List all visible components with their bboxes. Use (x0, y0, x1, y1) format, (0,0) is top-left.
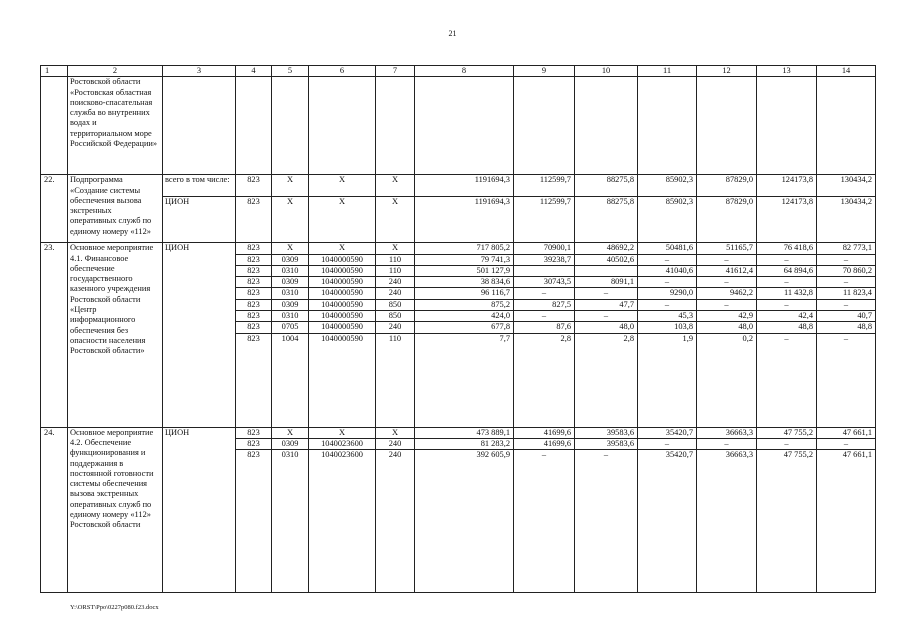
empty-cell (309, 77, 376, 175)
amount-cell-12: 48,0 (697, 322, 757, 333)
grbs-cell: 823 (236, 450, 272, 593)
amount-cell-13: 76 418,6 (757, 243, 817, 254)
amount-cell-13: 124173,8 (757, 197, 817, 243)
expense-type-cell: 850 (376, 299, 415, 310)
expense-type-cell: 850 (376, 311, 415, 322)
section-cell: 0309 (272, 299, 309, 310)
section-cell: 0310 (272, 311, 309, 322)
amount-cell-11: 45,3 (638, 311, 697, 322)
amount-cell-11: 1,9 (638, 333, 697, 427)
target-article-cell: 1040000590 (309, 277, 376, 288)
column-number-9: 9 (514, 66, 575, 77)
empty-cell (817, 77, 876, 175)
footer-file-path: Y:\ORST\Ppo\0227p080.f23.docx (70, 604, 159, 611)
amount-cell-10: 88275,8 (575, 197, 638, 243)
section-cell: 0309 (272, 277, 309, 288)
amount-cell-11: 41040,6 (638, 265, 697, 276)
amount-cell-14: 130434,2 (817, 197, 876, 243)
amount-cell-14: 47 661,1 (817, 427, 876, 438)
amount-cell-9: 112599,7 (514, 197, 575, 243)
grbs-cell: 823 (236, 277, 272, 288)
amount-cell-11: – (638, 299, 697, 310)
amount-cell-14: 48,8 (817, 322, 876, 333)
column-number-14: 14 (817, 66, 876, 77)
target-article-cell: 1040000590 (309, 322, 376, 333)
column-number-10: 10 (575, 66, 638, 77)
executor-cell: всего в том числе: (163, 175, 236, 197)
amount-cell-9: 41699,6 (514, 438, 575, 449)
table-row (41, 243, 876, 254)
amount-cell-8: 79 741,3 (415, 254, 514, 265)
amount-cell-12: 36663,3 (697, 427, 757, 438)
section-cell: 0705 (272, 322, 309, 333)
grbs-cell: 823 (236, 175, 272, 197)
amount-cell-8: 38 834,6 (415, 277, 514, 288)
amount-cell-8: 473 889,1 (415, 427, 514, 438)
empty-cell (415, 77, 514, 175)
row-number-cell (41, 77, 68, 175)
grbs-cell: 823 (236, 322, 272, 333)
row-number-cell: 22. (41, 175, 68, 243)
target-article-cell: 1040000590 (309, 265, 376, 276)
amount-cell-14: – (817, 254, 876, 265)
grbs-cell: 823 (236, 427, 272, 438)
empty-cell (514, 77, 575, 175)
expense-type-cell: Х (376, 175, 415, 197)
amount-cell-8: 81 283,2 (415, 438, 514, 449)
amount-cell-14: 130434,2 (817, 175, 876, 197)
section-cell: 0309 (272, 438, 309, 449)
expense-type-cell: Х (376, 243, 415, 254)
amount-cell-10: 88275,8 (575, 175, 638, 197)
amount-cell-12: – (697, 277, 757, 288)
empty-cell (272, 77, 309, 175)
amount-cell-10: – (575, 311, 638, 322)
expense-type-cell: Х (376, 427, 415, 438)
amount-cell-9 (514, 265, 575, 276)
target-article-cell: Х (309, 197, 376, 243)
amount-cell-13: 42,4 (757, 311, 817, 322)
amount-cell-8: 96 116,7 (415, 288, 514, 299)
amount-cell-11: 35420,7 (638, 450, 697, 593)
section-cell: Х (272, 243, 309, 254)
amount-cell-9: 41699,6 (514, 427, 575, 438)
column-number-12: 12 (697, 66, 757, 77)
amount-cell-11: – (638, 277, 697, 288)
amount-cell-10: 47,7 (575, 299, 638, 310)
section-cell: Х (272, 427, 309, 438)
amount-cell-11: – (638, 254, 697, 265)
column-number-8: 8 (415, 66, 514, 77)
column-number-6: 6 (309, 66, 376, 77)
section-cell: 1004 (272, 333, 309, 427)
amount-cell-14: 11 823,4 (817, 288, 876, 299)
section-cell: Х (272, 197, 309, 243)
column-number-3: 3 (163, 66, 236, 77)
amount-cell-11: 103,8 (638, 322, 697, 333)
expense-type-cell: 240 (376, 322, 415, 333)
amount-cell-9: – (514, 450, 575, 593)
expense-type-cell: 110 (376, 254, 415, 265)
amount-cell-12: 9462,2 (697, 288, 757, 299)
amount-cell-13: 47 755,2 (757, 427, 817, 438)
amount-cell-11: – (638, 438, 697, 449)
amount-cell-12: 51165,7 (697, 243, 757, 254)
amount-cell-14: 47 661,1 (817, 450, 876, 593)
target-article-cell: Х (309, 243, 376, 254)
target-article-cell: Х (309, 427, 376, 438)
page-number: 21 (448, 29, 457, 38)
amount-cell-9: – (514, 288, 575, 299)
grbs-cell: 823 (236, 333, 272, 427)
executor-cell: ЦИОН (163, 427, 236, 593)
amount-cell-13: – (757, 299, 817, 310)
column-number-1: 1 (41, 66, 68, 77)
continuation-row (41, 77, 876, 175)
amount-cell-10: – (575, 288, 638, 299)
amount-cell-8: 392 605,9 (415, 450, 514, 593)
budget-table (40, 65, 876, 593)
program-name-cell: Основное мероприятие 4.2. Обеспечение функционирования и поддержания в постоянной готовности системы обеспечения вызова экстренных оперативных служб по единому номеру «112» Ростовской области (68, 427, 163, 593)
expense-type-cell: 110 (376, 333, 415, 427)
amount-cell-12: 0,2 (697, 333, 757, 427)
target-article-cell: 1040000590 (309, 254, 376, 265)
column-number-5: 5 (272, 66, 309, 77)
section-cell: Х (272, 175, 309, 197)
amount-cell-9: – (514, 311, 575, 322)
amount-cell-10: 2,8 (575, 333, 638, 427)
amount-cell-8: 424,0 (415, 311, 514, 322)
amount-cell-13: – (757, 438, 817, 449)
amount-cell-11: 9290,0 (638, 288, 697, 299)
program-name-cell: Основное мероприятие 4.1. Финансовое обеспечение государственного казенного учреждения Ростовской области «Центр информационного обеспечения без опасности населения Ростовской области» (68, 243, 163, 427)
amount-cell-10 (575, 265, 638, 276)
amount-cell-13: 124173,8 (757, 175, 817, 197)
target-article-cell: 1040023600 (309, 450, 376, 593)
amount-cell-14: 82 773,1 (817, 243, 876, 254)
amount-cell-11: 85902,3 (638, 175, 697, 197)
grbs-cell: 823 (236, 243, 272, 254)
amount-cell-10: 48692,2 (575, 243, 638, 254)
amount-cell-12: – (697, 254, 757, 265)
section-cell: 0310 (272, 288, 309, 299)
amount-cell-8: 1191694,3 (415, 175, 514, 197)
column-number-2: 2 (68, 66, 163, 77)
column-number-11: 11 (638, 66, 697, 77)
amount-cell-9: 70900,1 (514, 243, 575, 254)
expense-type-cell: 240 (376, 438, 415, 449)
amount-cell-13: 48,8 (757, 322, 817, 333)
expense-type-cell: 240 (376, 277, 415, 288)
empty-cell (638, 77, 697, 175)
amount-cell-8: 717 805,2 (415, 243, 514, 254)
program-name-cell: Подпрограмма «Создание системы обеспечения вызова экстренных оперативных служб по единому номеру «112» (68, 175, 163, 243)
executor-cell: ЦИОН (163, 243, 236, 427)
executor-cell: ЦИОН (163, 197, 236, 243)
amount-cell-11: 35420,7 (638, 427, 697, 438)
table-row (41, 427, 876, 438)
amount-cell-10: 48,0 (575, 322, 638, 333)
expense-type-cell: 110 (376, 265, 415, 276)
amount-cell-11: 85902,3 (638, 197, 697, 243)
grbs-cell: 823 (236, 265, 272, 276)
column-number-4: 4 (236, 66, 272, 77)
amount-cell-10: 8091,1 (575, 277, 638, 288)
target-article-cell: 1040000590 (309, 288, 376, 299)
grbs-cell: 823 (236, 254, 272, 265)
empty-cell (757, 77, 817, 175)
amount-cell-14: – (817, 299, 876, 310)
column-number-7: 7 (376, 66, 415, 77)
amount-cell-9: 87,6 (514, 322, 575, 333)
amount-cell-12: 41612,4 (697, 265, 757, 276)
amount-cell-14: – (817, 333, 876, 427)
amount-cell-14: – (817, 277, 876, 288)
amount-cell-14: 40,7 (817, 311, 876, 322)
amount-cell-8: 1191694,3 (415, 197, 514, 243)
amount-cell-13: 11 432,8 (757, 288, 817, 299)
amount-cell-12: 87829,0 (697, 197, 757, 243)
section-cell: 0310 (272, 265, 309, 276)
section-cell: 0310 (272, 450, 309, 593)
empty-cell (163, 77, 236, 175)
row-number-cell: 23. (41, 243, 68, 427)
row-number-cell: 24. (41, 427, 68, 593)
grbs-cell: 823 (236, 288, 272, 299)
header-row (41, 66, 876, 77)
amount-cell-10: 39583,6 (575, 427, 638, 438)
grbs-cell: 823 (236, 197, 272, 243)
expense-type-cell: 240 (376, 288, 415, 299)
amount-cell-9: 827,5 (514, 299, 575, 310)
amount-cell-13: – (757, 254, 817, 265)
amount-cell-8: 677,8 (415, 322, 514, 333)
amount-cell-12: 36663,3 (697, 450, 757, 593)
target-article-cell: 1040023600 (309, 438, 376, 449)
amount-cell-9: 2,8 (514, 333, 575, 427)
grbs-cell: 823 (236, 299, 272, 310)
empty-cell (697, 77, 757, 175)
amount-cell-13: – (757, 277, 817, 288)
amount-cell-13: 47 755,2 (757, 450, 817, 593)
amount-cell-8: 875,2 (415, 299, 514, 310)
amount-cell-8: 501 127,9 (415, 265, 514, 276)
grbs-cell: 823 (236, 311, 272, 322)
empty-cell (236, 77, 272, 175)
expense-type-cell: 240 (376, 450, 415, 593)
amount-cell-10: 39583,6 (575, 438, 638, 449)
empty-cell (575, 77, 638, 175)
amount-cell-10: – (575, 450, 638, 593)
empty-cell (376, 77, 415, 175)
amount-cell-10: 40502,6 (575, 254, 638, 265)
amount-cell-12: – (697, 299, 757, 310)
amount-cell-9: 39238,7 (514, 254, 575, 265)
table-row (41, 175, 876, 197)
amount-cell-8: 7,7 (415, 333, 514, 427)
amount-cell-9: 112599,7 (514, 175, 575, 197)
amount-cell-11: 50481,6 (638, 243, 697, 254)
target-article-cell: Х (309, 175, 376, 197)
table-row (41, 197, 876, 243)
column-number-13: 13 (757, 66, 817, 77)
amount-cell-13: 64 894,6 (757, 265, 817, 276)
target-article-cell: 1040000590 (309, 333, 376, 427)
expense-type-cell: Х (376, 197, 415, 243)
program-name-cell: Ростовской области «Ростовская областная поисково-спасательная служба во внутренних водах и территориальном море Российской Федерации» (68, 77, 163, 175)
target-article-cell: 1040000590 (309, 299, 376, 310)
amount-cell-14: – (817, 438, 876, 449)
amount-cell-12: 42,9 (697, 311, 757, 322)
grbs-cell: 823 (236, 438, 272, 449)
target-article-cell: 1040000590 (309, 311, 376, 322)
amount-cell-12: – (697, 438, 757, 449)
amount-cell-12: 87829,0 (697, 175, 757, 197)
amount-cell-9: 30743,5 (514, 277, 575, 288)
section-cell: 0309 (272, 254, 309, 265)
amount-cell-13: – (757, 333, 817, 427)
amount-cell-14: 70 860,2 (817, 265, 876, 276)
